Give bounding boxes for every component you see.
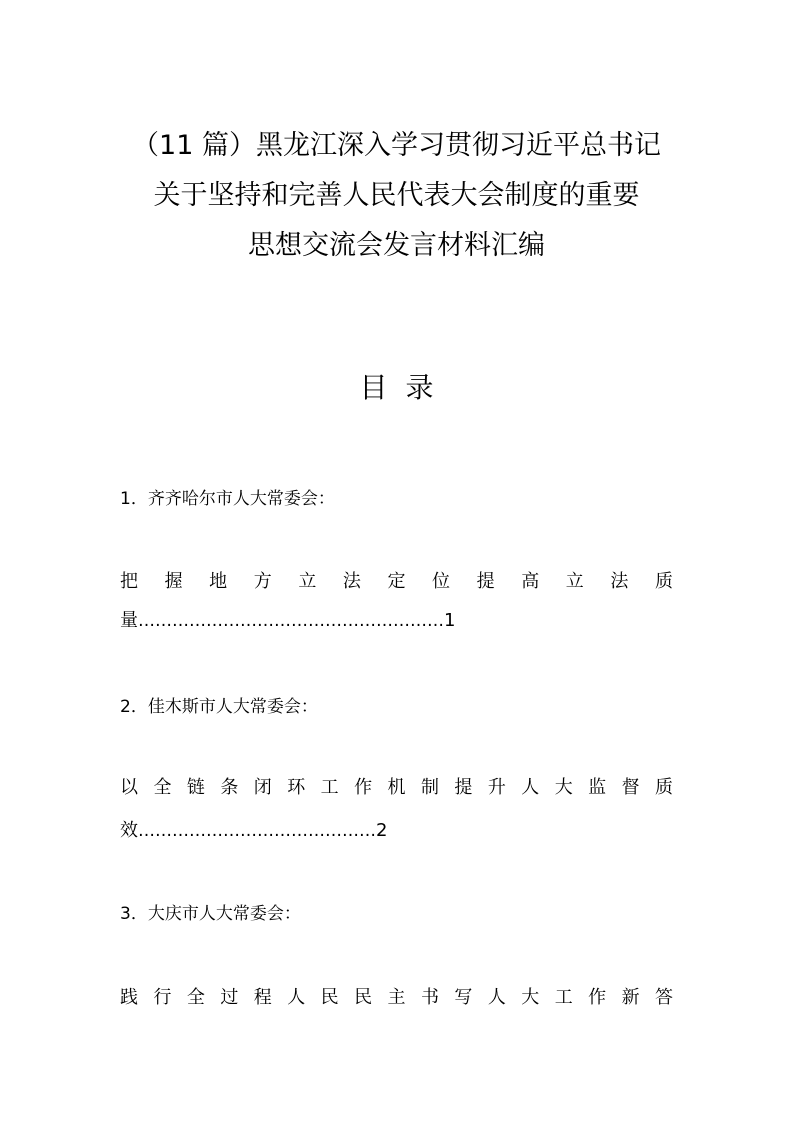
toc-entry-2-title-end: 效 — [120, 820, 138, 841]
justified-char: 践 — [120, 987, 138, 1008]
toc-entry-3-label: 3．大庆市人大常委会： — [120, 904, 301, 924]
justified-char: 把 — [120, 571, 138, 592]
justified-char: 链 — [186, 777, 205, 798]
toc-entry-1-page-number: 1 — [444, 610, 456, 631]
justified-char: 方 — [253, 571, 272, 592]
toc-heading: 目录 — [359, 371, 452, 404]
justified-char: 新 — [621, 987, 640, 1008]
justified-char: 人 — [521, 777, 540, 798]
justified-char: 行 — [153, 987, 172, 1008]
justified-char: 条 — [220, 777, 239, 798]
toc-entry-2-title-line[interactable] — [120, 773, 673, 803]
justified-char: 全 — [153, 777, 172, 798]
justified-char: 地 — [209, 571, 228, 592]
justified-char: 机 — [387, 777, 406, 798]
document-title — [100, 121, 693, 271]
justified-char: 答 — [655, 987, 673, 1008]
toc-entry-1-title-end: 量 — [120, 610, 138, 631]
justified-char: 民 — [320, 987, 339, 1008]
justified-char: 监 — [588, 777, 607, 798]
toc-entry-2-continuation[interactable] — [120, 816, 387, 846]
title-line-2: 关于坚持和完善人民代表大会制度的重要 — [153, 180, 640, 211]
toc-entry-2-page-number: 2 — [376, 820, 388, 841]
justified-char: 高 — [521, 571, 540, 592]
justified-char: 主 — [387, 987, 406, 1008]
justified-char: 环 — [287, 777, 306, 798]
toc-entry-1-title-line[interactable] — [120, 567, 673, 597]
justified-char: 过 — [220, 987, 239, 1008]
justified-char: 法 — [610, 571, 629, 592]
justified-char: 握 — [164, 571, 183, 592]
justified-char: 法 — [342, 571, 361, 592]
justified-char: 位 — [432, 571, 451, 592]
justified-char: 以 — [120, 777, 138, 798]
justified-char: 质 — [654, 571, 673, 592]
justified-char: 大 — [521, 987, 540, 1008]
justified-char: 写 — [454, 987, 473, 1008]
justified-char: 制 — [420, 777, 439, 798]
toc-entry-2-leader: …………………………………… — [138, 821, 376, 841]
toc-entry-3-title-line[interactable] — [120, 983, 673, 1013]
justified-char: 作 — [354, 777, 373, 798]
justified-char: 升 — [487, 777, 506, 798]
justified-char: 民 — [354, 987, 373, 1008]
justified-char: 立 — [298, 571, 317, 592]
justified-char: 书 — [420, 987, 439, 1008]
justified-char: 质 — [655, 777, 673, 798]
title-line-3: 思想交流会发言材料汇编 — [248, 230, 545, 261]
justified-char: 提 — [454, 777, 473, 798]
justified-char: 程 — [253, 987, 272, 1008]
justified-char: 人 — [487, 987, 506, 1008]
justified-char: 提 — [476, 571, 495, 592]
justified-char: 人 — [287, 987, 306, 1008]
justified-char: 全 — [186, 987, 205, 1008]
toc-entry-1-leader: ……………………………………………… — [138, 611, 444, 631]
justified-char: 工 — [554, 987, 573, 1008]
justified-char: 定 — [387, 571, 406, 592]
title-line-1: （11 篇）黑龙江深入学习贯彻习近平总书记 — [132, 130, 661, 161]
justified-char: 闭 — [253, 777, 272, 798]
justified-char: 立 — [565, 571, 584, 592]
justified-char: 大 — [554, 777, 573, 798]
toc-entry-2-label: 2．佳木斯市人大常委会： — [120, 697, 318, 717]
toc-entry-1-label: 1．齐齐哈尔市人大常委会： — [120, 489, 335, 509]
toc-entry-1-continuation[interactable] — [120, 606, 455, 636]
justified-char: 作 — [588, 987, 607, 1008]
justified-char: 工 — [320, 777, 339, 798]
justified-char: 督 — [621, 777, 640, 798]
